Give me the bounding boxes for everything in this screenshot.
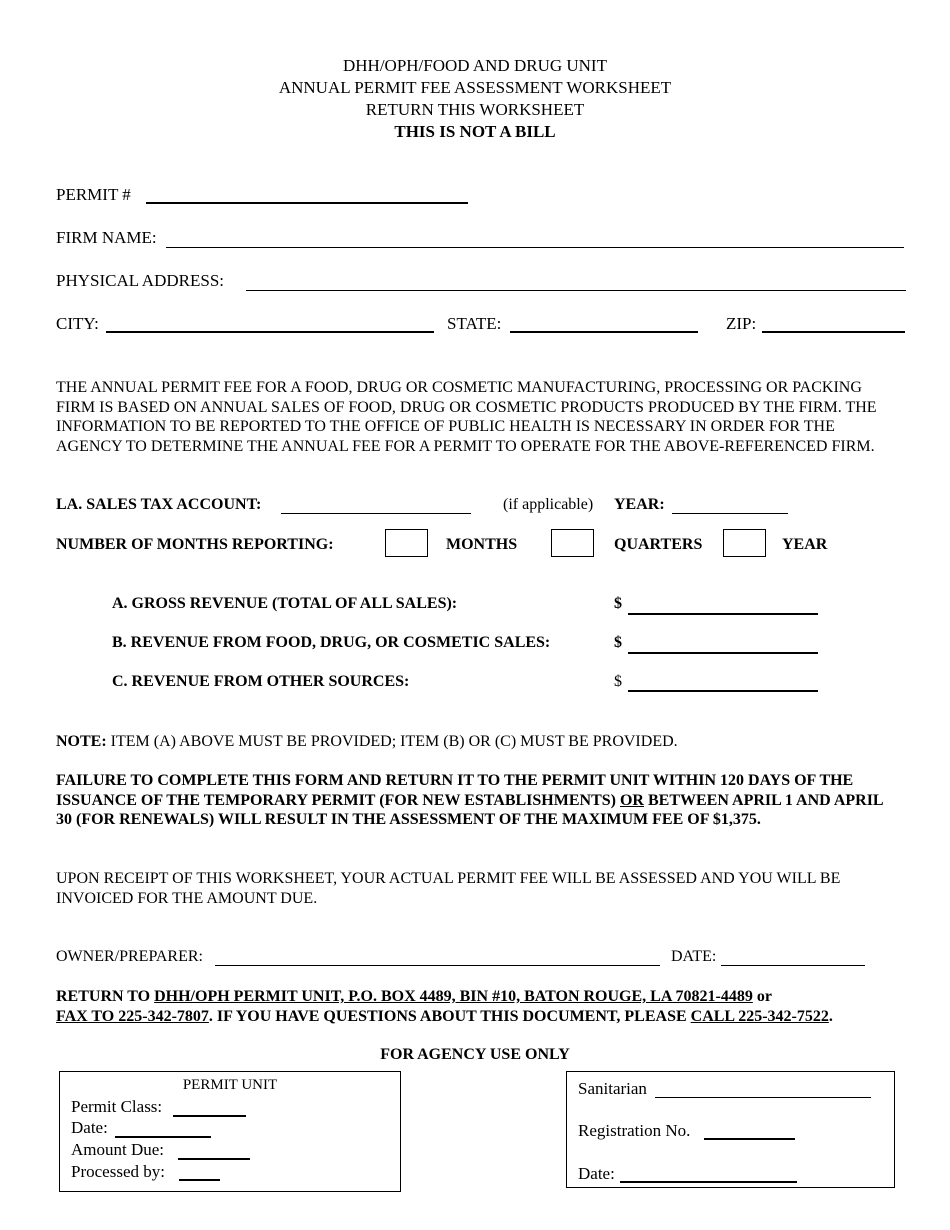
failure-or: OR [619,791,644,809]
sanitarian-date-field[interactable] [620,1181,797,1183]
failure-warning [56,771,896,830]
return-instructions [56,987,896,1026]
sanitarian-date-label: Date: [578,1164,615,1183]
state-label: STATE: [447,314,502,333]
food-drug-revenue-field[interactable] [628,652,818,654]
permit-unit-box [59,1071,401,1192]
header-line-3: RETURN THIS WORKSHEET [365,100,585,119]
year-period-label: YEAR [782,536,828,553]
call-number: CALL 225-342-7522 [690,1007,829,1025]
note-label: NOTE: [56,733,107,750]
permit-date-field[interactable] [115,1136,211,1138]
food-drug-revenue-currency: $ [614,634,622,651]
zip-label: ZIP: [726,314,757,333]
year-label: YEAR: [614,496,665,513]
zip-field[interactable] [762,331,905,333]
if-applicable-note: (if applicable) [503,496,594,513]
return-middle-text: . IF YOU HAVE QUESTIONS ABOUT THIS DOCUMENT, PLEASE [208,1007,691,1025]
failure-text-2: BETWEEN APRIL 1 AND APRIL 30 (FOR RENEWALS) WILL RESULT IN THE ASSESSMENT OF THE MAXIMUM FEE OF $1,375. [56,791,883,828]
intro-paragraph: THE ANNUAL PERMIT FEE FOR A FOOD, DRUG OR COSMETIC MANUFACTURING, PROCESSING OR PACKING FIRM IS BASED ON ANNUAL SALES OF FOOD, DRUG OR COSMETIC PRODUCTS PRODUCED BY THE FIRM. THE INFORMATION TO BE REPORTED TO THE OFFICE OF PUBLIC HEALTH IS NECESSARY IN ORDER FOR THE AGENCY TO DETERMINE THE ANNUAL FEE FOR A PERMIT TO OPERATE FOR THE ABOVE-REFERENCED FIRM. [56,379,877,455]
other-revenue-currency: $ [614,673,622,690]
sales-tax-label: LA. SALES TAX ACCOUNT: [56,496,262,513]
months-label: MONTHS [446,536,518,553]
fax-number: FAX TO 225-342-7807 [56,1007,209,1025]
firm-name-field[interactable] [166,247,904,248]
amount-due-label: Amount Due: [71,1140,165,1159]
other-revenue-label: C. REVENUE FROM OTHER SOURCES: [112,673,410,690]
permit-class-label: Permit Class: [71,1097,163,1116]
signature-date-label: DATE: [671,948,717,965]
return-or: or [752,988,772,1005]
note-text: ITEM (A) ABOVE MUST BE PROVIDED; ITEM (B) OR (C) MUST BE PROVIDED. [106,733,678,750]
header-line-1: DHH/OPH/FOOD AND DRUG UNIT [343,56,607,75]
upon-receipt-paragraph: UPON RECEIPT OF THIS WORKSHEET, YOUR ACTUAL PERMIT FEE WILL BE ASSESSED AND YOU WILL BE INVOICED FOR THE AMOUNT DUE. [56,870,841,907]
return-to-text: RETURN TO [56,988,155,1005]
year-box[interactable] [723,529,766,557]
city-label: CITY: [56,314,99,333]
state-field[interactable] [510,331,698,333]
owner-preparer-label: OWNER/PREPARER: [56,948,203,965]
permit-number-field[interactable] [146,202,468,204]
months-reporting-label: NUMBER OF MONTHS REPORTING: [56,536,334,553]
permit-label: PERMIT # [56,185,131,204]
gross-revenue-field[interactable] [628,613,818,615]
physical-address-field[interactable] [246,290,906,291]
sanitarian-field[interactable] [655,1097,871,1098]
agency-use-heading: FOR AGENCY USE ONLY [380,1046,570,1063]
food-drug-revenue-label: B. REVENUE FROM FOOD, DRUG, OR COSMETIC SALES: [112,634,551,651]
permit-class-field[interactable] [173,1115,246,1117]
processed-by-label: Processed by: [71,1162,165,1181]
city-field[interactable] [106,331,434,333]
not-a-bill-heading: THIS IS NOT A BILL [394,122,556,141]
year-field[interactable] [672,513,788,514]
processed-by-field[interactable] [179,1179,220,1181]
header-line-2: ANNUAL PERMIT FEE ASSESSMENT WORKSHEET [278,78,672,97]
other-revenue-field[interactable] [628,690,818,692]
sanitarian-label: Sanitarian [578,1079,647,1098]
registration-label: Registration No. [578,1121,691,1140]
return-end-text: . [828,1007,833,1025]
sales-tax-field[interactable] [281,513,471,514]
quarters-label: QUARTERS [614,536,703,553]
note-line [56,732,896,752]
owner-preparer-field[interactable] [215,965,660,966]
permit-date-label: Date: [71,1118,108,1137]
gross-revenue-currency: $ [614,595,622,612]
sanitarian-box [566,1071,895,1188]
permit-unit-title: PERMIT UNIT [182,1077,278,1093]
return-address: DHH/OPH PERMIT UNIT, P.O. BOX 4489, BIN #10, BATON ROUGE, LA 70821-4489 [154,988,753,1005]
gross-revenue-label: A. GROSS REVENUE (TOTAL OF ALL SALES): [112,595,458,612]
quarters-box[interactable] [551,529,594,557]
amount-due-field[interactable] [178,1158,250,1160]
registration-field[interactable] [704,1138,795,1140]
months-box[interactable] [385,529,428,557]
firm-name-label: FIRM NAME: [56,228,157,247]
failure-text-1: FAILURE TO COMPLETE THIS FORM AND RETURN IT TO THE PERMIT UNIT WITHIN 120 DAYS OF THE ISSUANCE OF THE TEMPORARY PERMIT (FOR NEW ESTABLISHMENTS) [56,772,854,809]
signature-date-field[interactable] [721,965,865,966]
physical-address-label: PHYSICAL ADDRESS: [56,271,224,290]
